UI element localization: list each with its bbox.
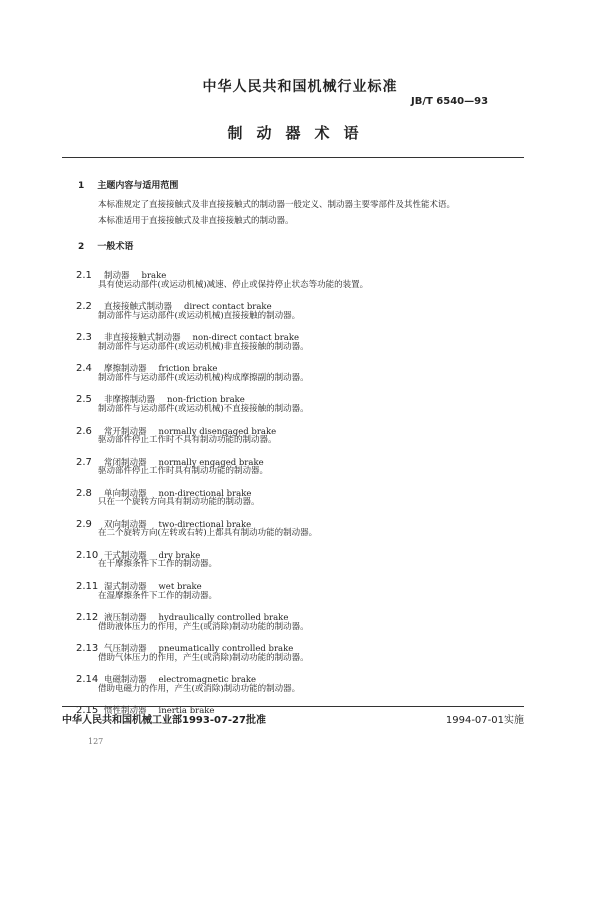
term-number: 2.1 [76,270,92,281]
term-english: direct contact brake [184,302,272,313]
term-chinese: 电磁制动器 [104,675,147,686]
term-number: 2.6 [76,425,92,437]
term-english: normally engaged brake [158,457,264,468]
term-number: 2.7 [76,456,92,468]
term-chinese: 双向制动器 [104,519,147,530]
term-definition: 制动部件与运动部件(或运动机械)直接接触的制动器。 [98,310,301,321]
term-number: 2.8 [76,487,92,499]
section-1-heading [78,178,178,191]
term-english: normally disengaged brake [158,426,277,437]
term-english: pneumatically controlled brake [158,644,294,655]
term-definition: 借助气体压力的作用，产生(或消除)制动功能的制动器。 [98,652,309,663]
section-number: 1 [78,181,85,191]
term-definition: 在湿摩擦条件下工作的制动器。 [98,590,218,601]
term-number: 2.3 [76,332,92,344]
term-chinese: 非直接接触式制动器 [104,333,181,344]
standard-code: JB/T 6540—93 [411,96,489,107]
term-chinese: 干式制动器 [104,550,147,561]
term-english: non-friction brake [167,395,245,406]
page-number: 127 [88,737,104,746]
term-english: non-directional brake [158,488,252,499]
section-title: 主题内容与适用范围 [97,181,179,191]
footer-divider [62,706,524,707]
term-definition: 驱动部件停止工作时具有制动功能的制动器。 [98,466,269,477]
term-chinese: 气压制动器 [104,644,147,655]
term-english: dry brake [158,550,201,561]
term-english: inertia brake [158,706,215,717]
section-number: 2 [78,242,85,252]
term-definition: 借助电磁力的作用，产生(或消除)制动功能的制动器。 [98,683,301,694]
term-definition: 借助液体压力的作用，产生(或消除)制动功能的制动器。 [98,621,309,632]
term-english: brake [141,271,167,281]
term-number: 2.13 [76,643,99,655]
term-definition: 只在一个旋转方向具有制动功能的制动器。 [98,497,260,508]
section-title: 一般术语 [97,242,134,252]
section-1-paragraph: 本标准适用于直接接触式及非直接接触式的制动器。 [98,216,294,226]
term-definition: 驱动部件停止工作时不具有制动功能的制动器。 [98,435,277,445]
term-chinese: 非摩擦制动器 [104,395,156,406]
term-chinese: 液压制动器 [104,613,147,624]
term-number: 2.2 [76,301,92,313]
term-english: hydraulically controlled brake [158,613,289,624]
term-english: friction brake [158,364,218,375]
document-title: 制动器术语 [227,124,373,142]
term-definition: 在二个旋转方向(左转或右转)上都具有制动功能的制动器。 [98,528,318,539]
term-chinese: 制动器 [104,271,130,281]
term-english: electromagnetic brake [158,675,257,686]
term-chinese: 湿式制动器 [104,582,147,592]
term-definition: 制动部件与运动部件(或运动机械)非直接接触的制动器。 [98,341,309,352]
term-definition: 制动部件与运动部件(或运动机械)构成摩擦副的制动器。 [98,372,309,383]
term-number: 2.10 [76,549,99,561]
term-number: 2.5 [76,394,92,406]
term-chinese: 摩擦制动器 [104,364,147,375]
term-chinese: 直接接触式制动器 [104,302,173,313]
term-chinese: 常闭制动器 [104,457,147,468]
term-chinese: 单向制动器 [104,488,147,499]
term-definition: 在干摩擦条件下工作的制动器。 [98,559,218,570]
section-1-paragraph: 本标准规定了直接接触式及非直接接触式的制动器一般定义、制动器主要零部件及其性能术语。 [98,200,456,210]
term-definition: 制动部件与运动部件(或运动机械)不直接接触的制动器。 [98,403,309,414]
term-english: non-direct contact brake [192,333,300,344]
section-2-heading [78,239,133,252]
header-divider [62,157,524,158]
term-number: 2.15 [76,705,99,717]
term-definition: 具有使运动部件(或运动机械)减速、停止或保持停止状态等功能的装置。 [98,279,369,290]
standard-category-title: 中华人民共和国机械行业标准 [202,79,398,95]
approval-statement: 中华人民共和国机械工业部1993-07-27批准 [62,715,266,726]
term-chinese: 惯性制动器 [104,706,147,717]
term-number: 2.11 [76,581,99,592]
term-number: 2.12 [76,612,99,624]
term-number: 2.9 [76,518,92,530]
term-english: wet brake [158,582,202,592]
term-english: two-directional brake [158,519,252,530]
effective-date: 1994-07-01实施 [445,715,524,726]
term-number: 2.4 [76,363,92,375]
term-number: 2.14 [76,674,99,686]
term-chinese: 常开制动器 [104,426,147,437]
